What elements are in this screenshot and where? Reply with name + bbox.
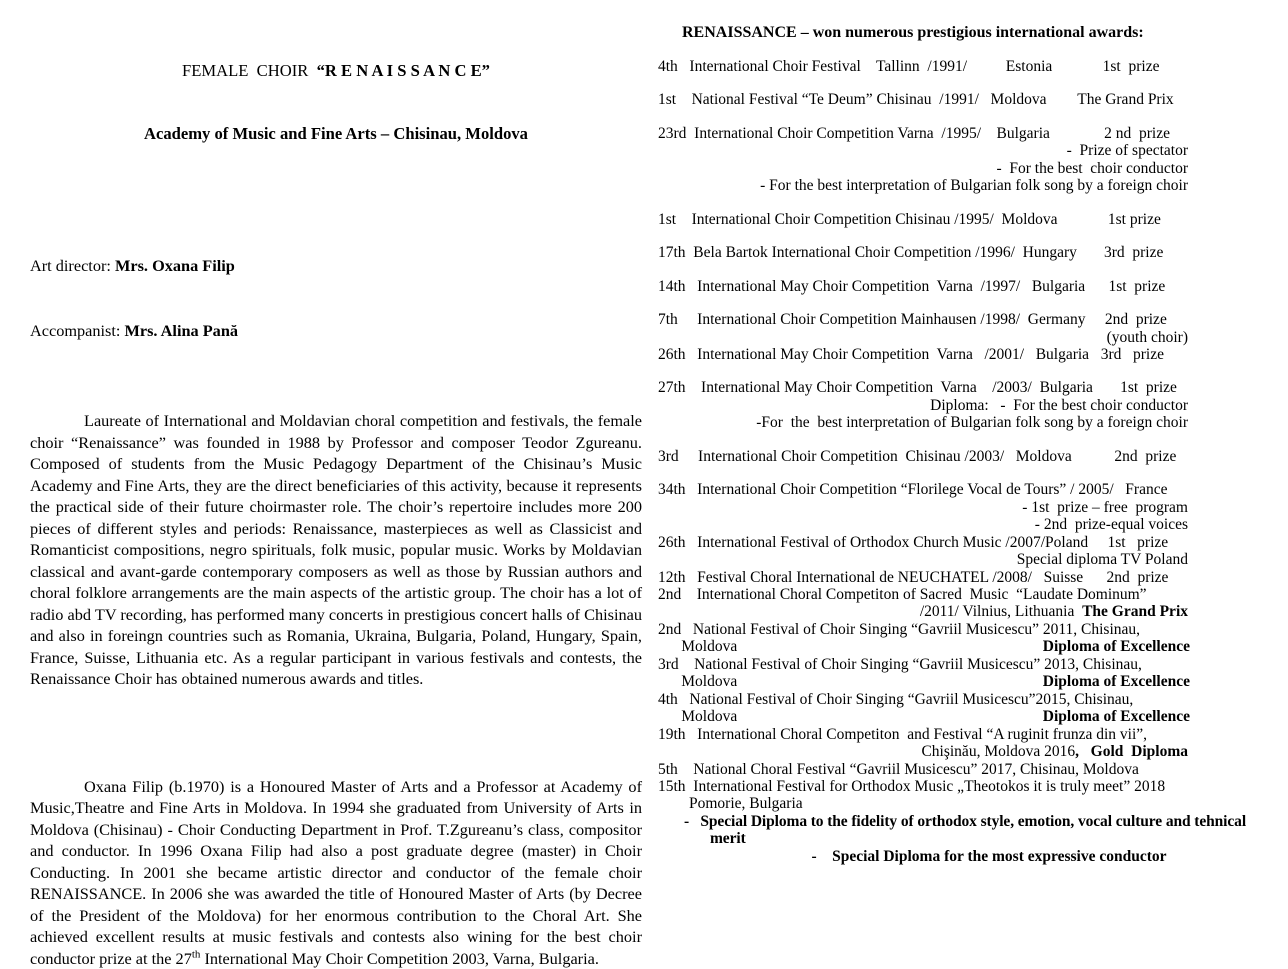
award-line-text: 1st National Festival “Te Deum” Chisinau /1991/ Moldova The Grand Prix — [658, 91, 1174, 108]
award-line-text: Pomorie, Bulgaria — [658, 795, 803, 812]
award-line — [658, 160, 1264, 177]
award-line-text: Moldova — [658, 638, 737, 655]
award-line — [658, 346, 1264, 363]
award-line-text: 3rd International Choir Competition Chisinau /2003/ Moldova 2nd prize — [658, 448, 1176, 465]
choir-history-paragraph: Laureate of International and Moldavian choral competition and festivals, the female choir “Renaissance” was founded in 1988 by Professor and composer Teodor Zgureanu. Composed of students from the Music Pedagogy Department of the Chisinau’s Music Academy and Fine Arts, they are the direct beneficiaries of this activity, because it represents the practical side of their future choirmaster role. The choir’s repertoire includes more 200 pieces of different styles and periods: Renaissance, masterpieces as well as Classicist and Romanticist compositions, negro spirituals, folk music, popular music. Works by Moldavian classical and avant-garde contemporary composers as well as those by Russian authors and choral folklore arrangements are the main aspects of the artistic group. The choir has a lot of radio abd TV recording, has performed many concerts in prestigious concert halls of Chisinau and also in foreingn countries such as Romania, Ukraina, Bulgaria, Poland, Hungary, Spain, France, Suisse, Lithuania etc. As a regular participant in various festivals and contests, the Renaissance Choir has obtained numerous awards and titles. — [30, 410, 642, 690]
award-line — [658, 761, 1264, 778]
awards-list — [658, 58, 1264, 865]
award-line — [658, 656, 1264, 673]
art-director-label: Art director: — [30, 256, 115, 275]
award-line-text: 26th International Festival of Orthodox Church Music /2007/Poland 1st prize — [658, 534, 1168, 551]
award-line — [658, 673, 1264, 690]
award-line-text: 3rd National Festival of Choir Singing “Gavriil Musicescu” 2013, Chisinau, — [658, 656, 1142, 673]
award-line-text: - 1st prize – free program — [1022, 499, 1188, 516]
award-line — [658, 329, 1264, 346]
art-director-name: Mrs. Oxana Filip — [115, 256, 235, 275]
award-line-text: 4th International Choir Festival Tallinn /1991/ Estonia 1st prize — [658, 58, 1159, 75]
award-line-text: 27th International May Choir Competition Varna /2003/ Bulgaria 1st prize — [658, 379, 1177, 396]
choir-title-prefix: FEMALE CHOIR — [182, 61, 317, 80]
award-line-text: 1st International Choir Competition Chisinau /1995/ Moldova 1st prize — [658, 211, 1161, 228]
award-line — [658, 448, 1264, 465]
award-line-text: , Gold Diploma — [1075, 743, 1188, 760]
award-line-text: -For the best interpretation of Bulgarian folk song by a foreign choir — [756, 414, 1188, 431]
award-line-text: 15th International Festival for Orthodox Music „Theotokos it is truly meet” 2018 — [658, 778, 1165, 795]
award-line-text: - Prize of spectator — [1067, 142, 1188, 159]
award-line-text: 17th Bela Bartok International Choir Competition /1996/ Hungary 3rd prize — [658, 244, 1163, 261]
award-line — [658, 481, 1264, 498]
accompanist-name: Mrs. Alina Pană — [125, 321, 239, 340]
choir-title — [30, 18, 642, 186]
award-line — [658, 91, 1264, 108]
award-line — [658, 726, 1264, 743]
award-line — [658, 397, 1264, 414]
right-column — [658, 24, 1264, 865]
ordinal-superscript: th — [192, 948, 201, 960]
award-line-text: Diploma of Excellence — [1043, 708, 1190, 725]
award-line — [658, 621, 1264, 638]
award-line — [658, 638, 1264, 655]
award-line-text: 23rd International Choir Competition Varna /1995/ Bulgaria 2 nd prize — [658, 125, 1170, 142]
choir-title-name: “R E N A I S S A N C E” — [317, 61, 490, 80]
choir-title-line1 — [30, 60, 642, 81]
award-line-text: 2nd International Choral Competiton of Sacred Music “Laudate Dominum” — [658, 586, 1147, 603]
award-line-text: Diploma of Excellence — [1043, 673, 1190, 690]
award-line — [658, 569, 1264, 586]
award-line — [658, 795, 1264, 812]
award-line-text: 5th National Choral Festival “Gavriil Musicescu” 2017, Chisinau, Moldova — [658, 761, 1139, 778]
award-line-text: 12th Festival Choral International de NEUCHATEL /2008/ Suisse 2nd prize — [658, 569, 1168, 586]
award-line — [658, 142, 1264, 159]
award-line — [658, 691, 1264, 708]
award-line — [658, 778, 1264, 795]
award-line-text: 7th International Choir Competition Mainhausen /1998/ Germany 2nd prize — [658, 311, 1167, 328]
award-line — [658, 551, 1264, 568]
award-line-text: Diploma: - For the best choir conductor — [930, 397, 1188, 414]
award-line — [658, 534, 1264, 551]
award-line-text: - For the best interpretation of Bulgarian folk song by a foreign choir — [760, 177, 1188, 194]
award-line — [658, 848, 1264, 865]
awards-heading: RENAISSANCE – won numerous prestigious international awards: — [658, 24, 1264, 42]
award-line-text: Chişinău, Moldova 2016 — [921, 743, 1075, 760]
award-line — [658, 499, 1264, 516]
award-line-text: Diploma of Excellence — [1043, 638, 1190, 655]
left-column — [30, 18, 642, 969]
accompanist-line — [30, 320, 642, 342]
award-line-text: - 2nd prize-equal voices — [1035, 516, 1188, 533]
award-line-text: 14th International May Choir Competition Varna /1997/ Bulgaria 1st prize — [658, 278, 1165, 295]
conductor-bio-paragraph — [30, 776, 642, 969]
award-line-text: 2nd National Festival of Choir Singing “Gavriil Musicescu” 2011, Chisinau, — [658, 621, 1140, 638]
award-line — [658, 244, 1264, 261]
award-line — [658, 586, 1264, 603]
award-line-text: Special diploma TV Poland — [1017, 551, 1188, 568]
award-line — [658, 125, 1264, 142]
bio-text-before: Oxana Filip (b.1970) is a Honoured Master of Arts and a Professor at Academy of Music,Theatre and Fine Arts in Moldova. In 1994 she graduated from University of Arts in Moldova (Chisinau) - Choir Conducting Department in Prof. T.Zgureanu’s class, compositor and conductor. In 1996 Oxana Filip had also a post graduate degree (master) in Choir Conducting. In 2001 she became artistic director and conductor of the female choir RENAISSANCE. In 2006 she was awarded the title of Honoured Master of Arts (by Decree of the President of the Moldova) for her enormous contribution to the Choral Art. She achieved excellent results at music festivals and contests also wining for the best choir conductor prize at the 27 — [30, 777, 642, 968]
academy-subtitle: Academy of Music and Fine Arts – Chisinau, Moldova — [30, 123, 642, 144]
award-line — [658, 603, 1264, 620]
award-line — [658, 379, 1264, 396]
credits-block — [30, 212, 642, 384]
award-line — [658, 58, 1264, 75]
award-line — [658, 278, 1264, 295]
award-line-text: (youth choir) — [1107, 329, 1188, 346]
award-line-text: Moldova — [658, 673, 737, 690]
award-line — [658, 516, 1264, 533]
award-line-text: - For the best choir conductor — [996, 160, 1188, 177]
award-line — [658, 813, 1264, 848]
award-line-text: - Special Diploma for the most expressive conductor — [811, 848, 1166, 865]
award-line — [658, 311, 1264, 328]
award-line-text: 34th International Choir Competition “Florilege Vocal de Tours” / 2005/ France — [658, 481, 1167, 498]
award-line-text: 19th International Choral Competiton and Festival “A ruginit frunza din vii”, — [658, 726, 1147, 743]
bio-text-after: International May Choir Competition 2003, Varna, Bulgaria. — [200, 949, 599, 968]
award-line-text: - Special Diploma to the fidelity of orthodox style, emotion, vocal culture and tehnical merit — [684, 813, 1250, 847]
award-line-text: 26th International May Choir Competition Varna /2001/ Bulgaria 3rd prize — [658, 346, 1164, 363]
award-line — [658, 414, 1264, 431]
accompanist-label: Accompanist: — [30, 321, 125, 340]
award-line-text: /2011/ Vilnius, Lithuania — [920, 603, 1082, 620]
award-line — [658, 708, 1264, 725]
award-line — [658, 743, 1264, 760]
award-line-text: Moldova — [658, 708, 737, 725]
award-line — [658, 177, 1264, 194]
award-line — [658, 211, 1264, 228]
art-director-line — [30, 255, 642, 277]
award-line-text: 4th National Festival of Choir Singing “Gavriil Musicescu”2015, Chisinau, — [658, 691, 1133, 708]
award-line-text: The Grand Prix — [1082, 603, 1188, 620]
